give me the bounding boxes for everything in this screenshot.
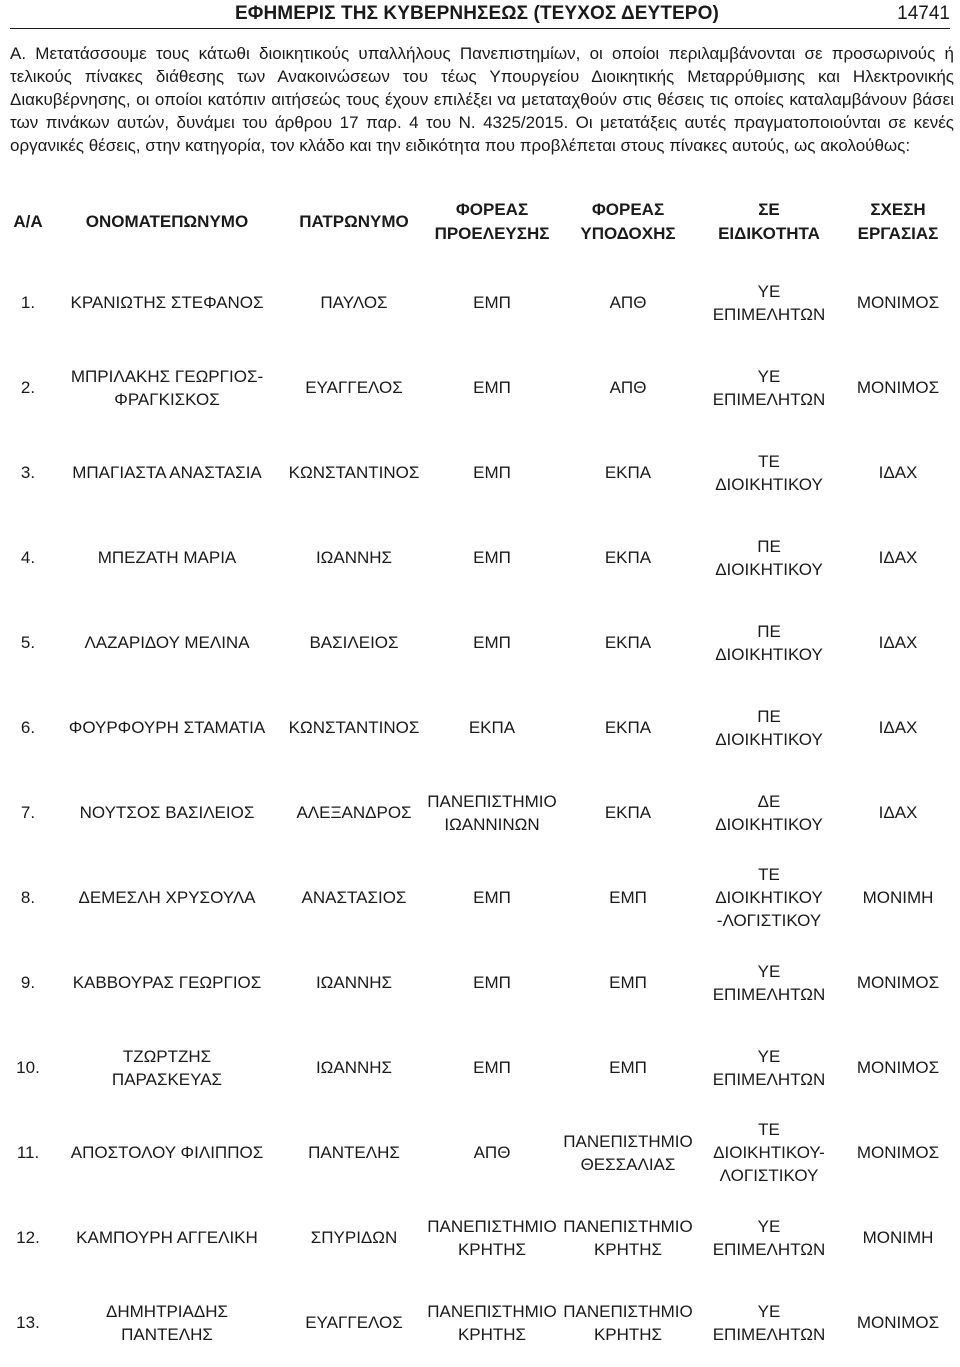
header-text: ΥΠΟΔΟΧΗΣ [580,223,676,243]
cell-employment-relation [842,260,954,345]
cell-destination-agency [560,1280,696,1365]
cell-fathername [284,1195,424,1280]
cell-specialty [696,515,842,600]
cell-text: ΚΩΝΣΤΑΝΤΙΝΟΣ [288,718,420,737]
cell-text: ΠΑΝΕΠΙΣΤΗΜΙΟ [427,1301,557,1321]
cell-fullname [50,685,284,770]
cell-origin-agency [424,1110,560,1195]
cell-text: ΙΔΑΧ [878,803,918,822]
cell-fathername [284,260,424,345]
cell-fathername [284,345,424,430]
table-row [6,940,954,1025]
cell-text: 6. [20,718,36,737]
cell-text: ΜΟΝΙΜΟΣ [856,1058,940,1077]
cell-text: ΤΕ [758,451,780,471]
table-row [6,855,954,940]
cell-text: ΑΠΘ [473,1143,511,1162]
cell-text: ΕΠΙΜΕΛΗΤΩΝ [712,304,826,324]
cell-fullname [50,600,284,685]
cell-text: ΛΟΓΙΣΤΙΚΟΥ [719,1166,819,1185]
header-fathername [284,183,424,260]
cell-text: ΕΜΠ [609,888,647,907]
cell-employment-relation [842,600,954,685]
cell-text: ΚΡΑΝΙΩΤΗΣ ΣΤΕΦΑΝΟΣ [70,293,264,312]
table-row [6,685,954,770]
cell-aa [6,260,50,345]
cell-aa [6,1110,50,1195]
cell-text: ΕΠΙΜΕΛΗΤΩΝ [712,1324,826,1344]
table-row [6,260,954,345]
cell-text: ΔΙΟΙΚΗΤΙΚΟΥ [715,729,823,749]
cell-text: ΛΑΖΑΡΙΔΟΥ ΜΕΛΙΝΑ [84,633,250,652]
cell-specialty [696,1110,842,1195]
table-row [6,1195,954,1280]
cell-destination-agency [560,1195,696,1280]
cell-text: ΕΜΠ [609,973,647,992]
cell-text: ΔΙΟΙΚΗΤΙΚΟΥ- [713,1143,825,1162]
cell-text: ΑΠΘ [609,293,647,312]
table-row [6,1110,954,1195]
cell-text: 4. [20,548,36,567]
cell-text: -ΛΟΓΙΣΤΙΚΟΥ [716,911,822,930]
cell-destination-agency [560,430,696,515]
cell-text: 12. [16,1228,40,1247]
cell-text: ΤΖΩΡΤΖΗΣ [122,1046,212,1066]
cell-text: ΔΕ [757,791,781,811]
cell-origin-agency [424,1280,560,1365]
cell-text: ΕΜΠ [473,888,511,907]
cell-employment-relation [842,1110,954,1195]
cell-text: ΜΟΝΙΜΟΣ [856,293,940,312]
cell-aa [6,855,50,940]
cell-destination-agency [560,1110,696,1195]
cell-text: ΙΔΑΧ [878,463,918,482]
cell-fullname [50,430,284,515]
cell-text: ΕΜΠ [473,548,511,567]
header-text: ΦΟΡΕΑΣ [591,199,665,219]
intro-paragraph: Α. Μετατάσσουμε τους κάτωθι διοικητικούς υπαλλήλους Πανεπιστημίων, οι οποίοι περιλαμβάνονται σε προσωρινούς ή τελικούς πίνακες διάθεσης των Ανακοινώσεων του τέως Υπουργείου Διοικητικής Μεταρρύθμισης και Ηλεκτρονικής Διακυβέρνησης, οι οποίοι κατόπιν αιτήσεώς τους έχουν επιλέξει να μεταταχθούν στις θέσεις τις οποίες καταλαμβάνουν βάσει των πινάκων αυτών, δυνάμει του άρθρου 17 παρ. 4 του Ν. 4325/2015. Οι μετατάξεις αυτές πραγματοποιούνται σε κενές οργανικές θέσεις, στην κατηγορία, τον κλάδο και την ειδικότητα που προβλέπεται στους πίνακες αυτούς, ως ακολούθως: [10,44,954,155]
cell-text: 10. [16,1058,40,1077]
cell-aa [6,1195,50,1280]
cell-fullname [50,1195,284,1280]
cell-fathername [284,770,424,855]
cell-text: ΤΕ [758,865,780,884]
cell-text: ΙΔΑΧ [878,718,918,737]
cell-aa [6,770,50,855]
cell-fathername [284,940,424,1025]
cell-text: ΙΩΑΝΝΗΣ [315,1058,393,1077]
header-text: ΣΕ [758,199,780,219]
cell-text: ΕΜΠ [473,463,511,482]
cell-text: ΕΠΙΜΕΛΗΤΩΝ [712,984,826,1004]
cell-text: ΜΟΝΙΜΟΣ [856,378,940,397]
cell-fullname [50,1280,284,1365]
cell-text: ΠΑΥΛΟΣ [320,293,388,312]
table-row [6,1280,954,1365]
cell-text: 9. [20,973,36,992]
header-fullname [50,183,284,260]
cell-text: ΙΔΑΧ [878,548,918,567]
cell-text: ΠΑΝΕΠΙΣΤΗΜΙΟ [563,1131,693,1151]
cell-text: ΑΛΕΞΑΝΔΡΟΣ [296,803,412,822]
header-row [6,183,954,260]
cell-employment-relation [842,940,954,1025]
page-header [10,0,950,29]
cell-text: ΠΑΝΕΠΙΣΤΗΜΙΟ [563,1216,693,1236]
cell-text: ΚΡΗΤΗΣ [593,1239,663,1259]
table-body [6,260,954,1365]
cell-text: ΥΕ [757,1301,781,1321]
cell-text: ΘΕΣΣΑΛΙΑΣ [580,1154,676,1174]
cell-text: ΕΥΑΓΓΕΛΟΣ [305,378,403,397]
cell-origin-agency [424,430,560,515]
cell-specialty [696,345,842,430]
cell-employment-relation [842,515,954,600]
cell-aa [6,430,50,515]
cell-text: ΦΡΑΓΚΙΣΚΟΣ [114,389,220,409]
cell-origin-agency [424,1195,560,1280]
header-text: Α/Α [13,211,43,231]
cell-specialty [696,1025,842,1110]
cell-specialty [696,430,842,515]
cell-destination-agency [560,855,696,940]
cell-fullname [50,855,284,940]
cell-text: ΕΚΠΑ [468,718,516,737]
cell-aa [6,345,50,430]
cell-text: ΥΕ [757,1046,781,1066]
cell-fullname [50,515,284,600]
cell-origin-agency [424,260,560,345]
cell-text: ΕΜΠ [473,378,511,397]
cell-text: ΒΑΣΙΛΕΙΟΣ [309,633,399,652]
cell-text: ΜΟΝΙΜΗ [862,888,934,907]
cell-fullname [50,770,284,855]
cell-fathername [284,515,424,600]
header-text: ΕΙΔΙΚΟΤΗΤΑ [718,223,820,243]
cell-employment-relation [842,1195,954,1280]
cell-text: ΕΜΠ [473,1058,511,1077]
cell-fathername [284,1280,424,1365]
cell-text: ΔΙΟΙΚΗΤΙΚΟΥ [715,888,823,907]
cell-fathername [284,1110,424,1195]
cell-text: ΙΩΑΝΝΗΣ [315,548,393,567]
transfers-table [6,183,954,1365]
cell-text: ΕΚΠΑ [604,803,652,822]
cell-text: ΚΡΗΤΗΣ [593,1324,663,1344]
cell-fathername [284,430,424,515]
cell-fathername [284,1025,424,1110]
table-row [6,1025,954,1110]
cell-text: ΕΚΠΑ [604,718,652,737]
table-row [6,600,954,685]
cell-specialty [696,260,842,345]
cell-text: ΙΩΑΝΝΙΝΩΝ [444,814,540,834]
cell-text: ΜΟΝΙΜΟΣ [856,1313,940,1332]
cell-fullname [50,260,284,345]
cell-employment-relation [842,770,954,855]
cell-specialty [696,1195,842,1280]
table-row [6,770,954,855]
cell-origin-agency [424,515,560,600]
table-row [6,515,954,600]
header-text: ΠΑΤΡΩΝΥΜΟ [299,211,409,231]
header-specialty [696,183,842,260]
cell-text: ΕΠΙΜΕΛΗΤΩΝ [712,1069,826,1089]
cell-text: ΕΜΠ [473,293,511,312]
cell-text: ΠΑΝΕΠΙΣΤΗΜΙΟ [427,791,557,811]
cell-origin-agency [424,600,560,685]
cell-destination-agency [560,685,696,770]
cell-aa [6,1280,50,1365]
cell-text: ΑΠΟΣΤΟΛΟΥ ΦΙΛΙΠΠΟΣ [70,1143,264,1162]
cell-text: ΑΠΘ [609,378,647,397]
cell-text: ΣΠΥΡΙΔΩΝ [310,1228,398,1247]
cell-specialty [696,1280,842,1365]
header-text: ΣΧΕΣΗ [870,199,926,219]
cell-employment-relation [842,345,954,430]
cell-text: ΔΙΟΙΚΗΤΙΚΟΥ [715,559,823,579]
cell-fathername [284,855,424,940]
cell-specialty [696,855,842,940]
header-employment-relation [842,183,954,260]
cell-text: ΕΚΠΑ [604,548,652,567]
cell-text: ΕΜΠ [609,1058,647,1077]
cell-text: ΕΜΠ [473,973,511,992]
cell-text: ΥΕ [757,281,781,301]
cell-text: ΜΟΝΙΜΟΣ [856,1143,940,1162]
cell-text: 11. [16,1143,40,1162]
cell-text: ΚΑΒΒΟΥΡΑΣ ΓΕΩΡΓΙΟΣ [72,973,262,992]
cell-text: ΙΔΑΧ [878,633,918,652]
cell-text: ΥΕ [757,366,781,386]
cell-origin-agency [424,770,560,855]
cell-fullname [50,1110,284,1195]
cell-text: ΝΟΥΤΣΟΣ ΒΑΣΙΛΕΙΟΣ [79,803,255,822]
cell-text: ΑΝΑΣΤΑΣΙΟΣ [301,888,407,907]
cell-specialty [696,685,842,770]
cell-text: ΚΡΗΤΗΣ [457,1324,527,1344]
cell-text: ΕΠΙΜΕΛΗΤΩΝ [712,1239,826,1259]
cell-text: ΦΟΥΡΦΟΥΡΗ ΣΤΑΜΑΤΙΑ [68,718,266,737]
cell-origin-agency [424,940,560,1025]
cell-text: ΠΑΝΤΕΛΗΣ [121,1324,213,1344]
cell-text: 8. [20,888,36,907]
cell-text: 2. [20,378,36,397]
cell-text: ΕΜΠ [473,633,511,652]
cell-text: ΔΙΟΙΚΗΤΙΚΟΥ [715,474,823,494]
cell-aa [6,940,50,1025]
table-header [6,183,954,260]
cell-text: ΚΩΝΣΤΑΝΤΙΝΟΣ [288,463,420,482]
cell-employment-relation [842,1025,954,1110]
cell-origin-agency [424,345,560,430]
cell-origin-agency [424,855,560,940]
cell-text: ΠΕ [757,621,781,641]
cell-text: ΔΙΟΙΚΗΤΙΚΟΥ [715,644,823,664]
header-destination-agency [560,183,696,260]
cell-text: ΜΠΑΓΙΑΣΤΑ ΑΝΑΣΤΑΣΙΑ [72,463,262,482]
cell-destination-agency [560,515,696,600]
header-origin-agency [424,183,560,260]
cell-specialty [696,770,842,855]
cell-text: ΜΟΝΙΜΗ [862,1228,934,1247]
cell-text: ΕΥΑΓΓΕΛΟΣ [305,1313,403,1332]
cell-employment-relation [842,855,954,940]
cell-fullname [50,1025,284,1110]
cell-text: ΠΑΝΤΕΛΗΣ [308,1143,400,1162]
cell-text: ΥΕ [757,1216,781,1236]
header-text: ΦΟΡΕΑΣ [455,199,529,219]
table-row [6,345,954,430]
cell-text: ΠΕ [757,536,781,556]
cell-text: 1. [20,293,36,312]
cell-text: 13. [16,1313,40,1332]
page-number: 14741 [897,3,950,24]
cell-text: ΜΟΝΙΜΟΣ [856,973,940,992]
cell-aa [6,600,50,685]
cell-text: ΕΚΠΑ [604,463,652,482]
cell-text: 7. [20,803,36,822]
header-text: ΟΝΟΜΑΤΕΠΩΝΥΜΟ [85,211,249,231]
cell-fathername [284,600,424,685]
cell-text: ΚΡΗΤΗΣ [457,1239,527,1259]
cell-destination-agency [560,260,696,345]
header-text: ΕΡΓΑΣΙΑΣ [857,223,939,243]
cell-text: ΔΙΟΙΚΗΤΙΚΟΥ [715,814,823,834]
cell-text: ΠΑΝΕΠΙΣΤΗΜΙΟ [427,1216,557,1236]
cell-specialty [696,940,842,1025]
cell-aa [6,515,50,600]
cell-aa [6,685,50,770]
header-text: ΠΡΟΕΛΕΥΣΗΣ [434,223,550,243]
cell-destination-agency [560,600,696,685]
cell-specialty [696,600,842,685]
cell-destination-agency [560,940,696,1025]
cell-text: ΚΑΜΠΟΥΡΗ ΑΓΓΕΛΙΚΗ [76,1228,258,1247]
cell-text: ΔΕΜΕΣΛΗ ΧΡΥΣΟΥΛΑ [78,888,256,907]
cell-employment-relation [842,430,954,515]
cell-text: ΠΕ [757,706,781,726]
cell-text: ΔΗΜΗΤΡΙΑΔΗΣ [106,1301,228,1321]
cell-fullname [50,940,284,1025]
cell-text: ΕΚΠΑ [604,633,652,652]
gazette-title: ΕΦΗΜΕΡΙΣ ΤΗΣ ΚΥΒΕΡΝΗΣΕΩΣ (ΤΕΥΧΟΣ ΔΕΥΤΕΡΟ) [235,3,719,24]
cell-employment-relation [842,1280,954,1365]
cell-text: ΜΠΕΖΑΤΗ ΜΑΡΙΑ [97,548,237,567]
cell-employment-relation [842,685,954,770]
cell-fathername [284,685,424,770]
cell-text: 5. [20,633,36,652]
cell-text: ΥΕ [757,961,781,981]
cell-origin-agency [424,1025,560,1110]
header-aa [6,183,50,260]
cell-text: ΕΠΙΜΕΛΗΤΩΝ [712,389,826,409]
cell-text: ΤΕ [758,1120,780,1139]
cell-destination-agency [560,345,696,430]
cell-text: ΜΠΡΙΛΑΚΗΣ ΓΕΩΡΓΙΟΣ- [70,366,264,386]
cell-text: 3. [20,463,36,482]
cell-text: ΙΩΑΝΝΗΣ [315,973,393,992]
cell-aa [6,1025,50,1110]
cell-destination-agency [560,1025,696,1110]
cell-fullname [50,345,284,430]
cell-origin-agency [424,685,560,770]
cell-text: ΠΑΡΑΣΚΕΥΑΣ [111,1069,223,1089]
table-row [6,430,954,515]
cell-text: ΠΑΝΕΠΙΣΤΗΜΙΟ [563,1301,693,1321]
cell-destination-agency [560,770,696,855]
